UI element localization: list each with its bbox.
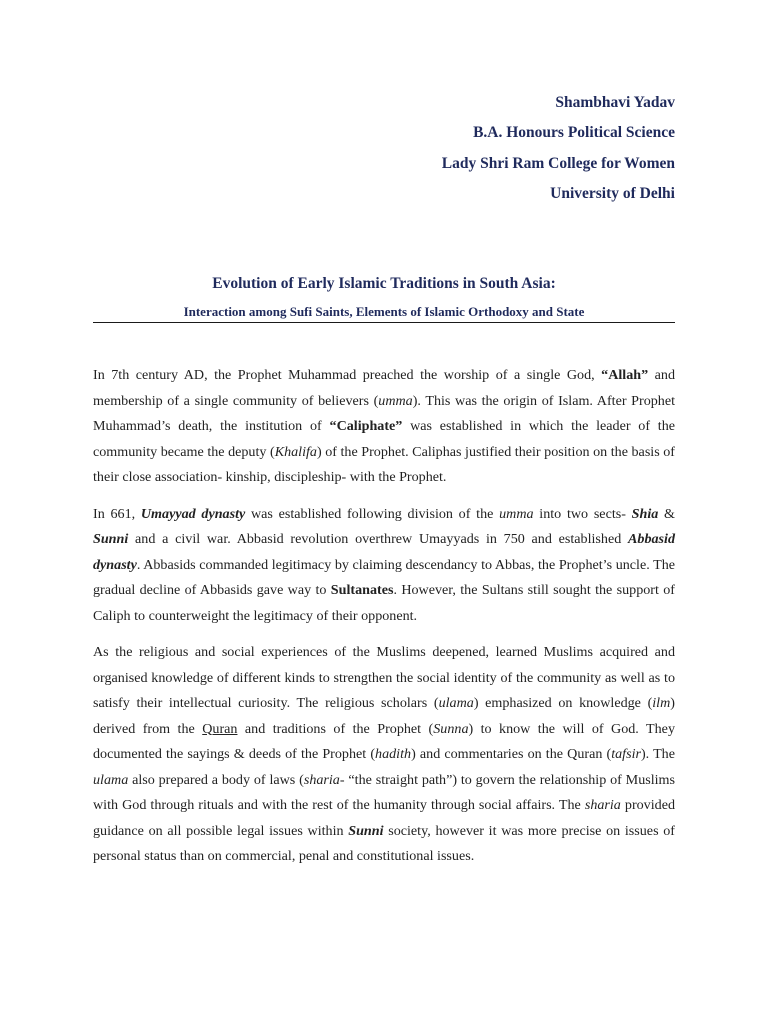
term-sultanates: Sultanates <box>330 582 394 598</box>
term-umma: umma <box>499 505 534 522</box>
text-run: was established following division of the <box>245 505 500 522</box>
author-name: Shambhavi Yadav <box>555 94 675 111</box>
term-sunni: Sunni <box>348 822 384 839</box>
text-run: ) to know the will of God. They documented the sayings & deeds of the Prophet ( <box>93 720 675 762</box>
text-run: . Abbasids commanded legitimacy by claiming descendancy to Abbas, the Prophet’s uncle. The gradual decline of Abbasids gave way to <box>93 556 675 598</box>
text-run: ). The <box>640 746 675 762</box>
text-run: & <box>658 505 675 522</box>
text-run: and a civil war. Abbasid revolution overthrew Umayyads in 750 and established <box>128 531 628 547</box>
text-run: . However, the Sultans still sought the support of Caliph to counterweight the legitimacy of their opponent. <box>93 582 675 624</box>
term-sunna: Sunna <box>433 720 469 737</box>
text-run: ) emphasized on knowledge ( <box>473 695 653 711</box>
text-run: provided guidance on all possible legal issues within <box>93 797 675 839</box>
term-shia: Shia <box>631 505 659 522</box>
term-caliphate: “Caliphate” <box>329 418 403 434</box>
term-ulama: ulama <box>438 695 474 711</box>
term-tafsir: tafsir <box>611 746 641 762</box>
document-subtitle: Interaction among Sufi Saints, Elements of Islamic Orthodoxy and State <box>183 304 585 319</box>
author-course: B.A. Honours Political Science <box>473 124 675 142</box>
text-run: ) and commentaries on the Quran ( <box>411 746 612 762</box>
term-ilm: ilm <box>652 695 671 711</box>
text-run: - “the straight path”) to govern the relationship of Muslims with God through rituals and with the rest of the humanity through social affairs. The <box>93 771 676 813</box>
text-run: ) derived from the <box>93 695 675 737</box>
author-university: University of Delhi <box>550 184 675 202</box>
paragraph-1 <box>93 363 675 491</box>
author-block <box>442 88 675 209</box>
text-run: In 661, <box>93 505 141 522</box>
text-run: into two sects- <box>533 505 632 522</box>
term-hadith: hadith <box>375 746 412 762</box>
text-run: ) of the Prophet. Caliphas justified their position on the basis of their close association- kinship, discipleship- with the Prophet. <box>93 443 675 485</box>
text-run: As the religious and social experiences of the Muslims deepened, learned Muslims acquired and organised knowledge of different kinds to strengthen the social identity of the community as well as to satisfy their intellectual curiosity. The religious scholars ( <box>93 644 675 711</box>
text-run: also prepared a body of laws ( <box>128 771 304 788</box>
term-allah: “Allah” <box>601 367 649 383</box>
title-divider <box>93 322 675 323</box>
text-run: was established in which the leader of the community became the deputy ( <box>93 418 676 460</box>
document-body <box>93 363 675 881</box>
text-run: and membership of a single community of believers ( <box>93 367 675 409</box>
term-khalifa: Khalifa <box>274 443 317 460</box>
term-sharia: sharia <box>303 771 340 788</box>
term-sharia: sharia <box>584 797 621 813</box>
document-title: Evolution of Early Islamic Traditions in South Asia: <box>212 275 556 292</box>
term-umma: umma <box>378 392 413 409</box>
text-run: In 7th century AD, the Prophet Muhammad preached the worship of a single God, <box>93 367 602 383</box>
term-abbasid-dynasty: Abbasid dynasty <box>93 531 675 573</box>
author-college: Lady Shri Ram College for Women <box>441 154 675 172</box>
paragraph-2 <box>93 502 675 630</box>
paragraph-3 <box>93 640 675 870</box>
term-sunni: Sunni <box>93 531 129 547</box>
term-ulama: ulama <box>93 771 129 788</box>
text-run: society, however it was more precise on issues of personal status than on commercial, penal and constitutional issues. <box>93 822 675 864</box>
term-umayyad-dynasty: Umayyad dynasty <box>140 505 246 522</box>
text-run: and traditions of the Prophet ( <box>237 720 434 737</box>
text-run: ). This was the origin of Islam. After Prophet Muhammad’s death, the institution of <box>93 392 676 434</box>
term-quran: Quran <box>202 720 238 737</box>
